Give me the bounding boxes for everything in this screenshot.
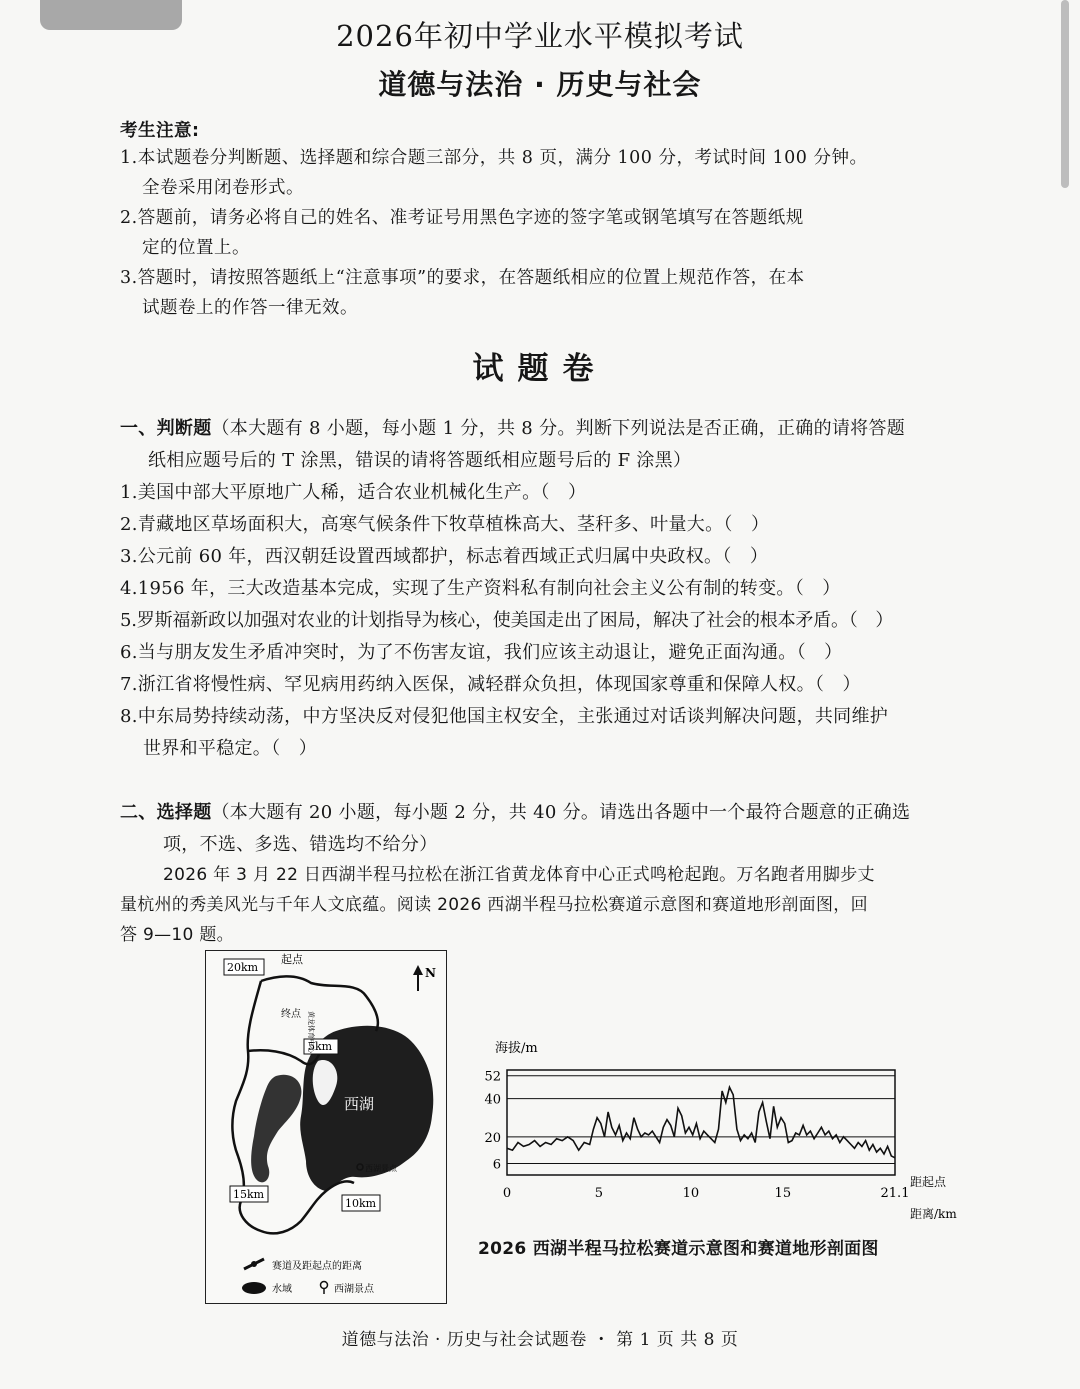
scenic-legend-icon — [321, 1282, 328, 1289]
chart-xtick-label: 15 — [774, 1186, 792, 1201]
passage-line: 答 9—10 题。 — [120, 925, 234, 945]
section-title: 试题卷 — [472, 351, 608, 387]
svg-text:15km: 15km — [233, 1188, 265, 1201]
legend-route-label: 赛道及距起点的距离 — [272, 1261, 362, 1272]
water-legend-icon — [242, 1282, 266, 1294]
part2-heading: 二、选择题（本大题有 20 小题，每小题 2 分，共 40 分。请选出各题中一个最符合题意的正确选 — [120, 802, 911, 823]
chart-ytick-label: 52 — [484, 1069, 501, 1085]
chart-xtick-label: 10 — [682, 1186, 700, 1201]
finish-label: 终点 — [281, 1009, 301, 1020]
judge-question-cont: 世界和平稳定。（ ） — [143, 738, 317, 759]
chart-plot-area — [484, 1070, 909, 1201]
judge-question: 5.罗斯福新政以加强对农业的计划指导为核心，使美国走出了困局，解决了社会的根本矛盾。（ ） — [120, 610, 894, 631]
passage-line: 量杭州的秀美风光与千年人文底蕴。阅读 2026 西湖半程马拉松赛道示意图和赛道地形剖面图，回 — [120, 895, 868, 915]
part2-desc-cont: 项，不选、多选、错选均不给分） — [163, 834, 438, 855]
km-marker-15 — [230, 1186, 268, 1202]
passage-line: 2026 年 3 月 22 日西湖半程马拉松在浙江省黄龙体育中心正式鸣枪起跑。万名跑者用脚步丈 — [163, 865, 875, 885]
km-marker-20 — [224, 959, 264, 975]
judge-question: 3.公元前 60 年，西汉朝廷设置西域都护，标志着西域正式归属中央政权。（ ） — [120, 546, 769, 567]
chart-xtick-label: 21.1 — [880, 1186, 910, 1201]
judge-question: 1.美国中部大平原地广人稀，适合农业机械化生产。（ ） — [120, 482, 587, 503]
chart-ytick-label: 6 — [492, 1157, 501, 1173]
notice-item-2: 2.答题前，请务必将自己的姓名、准考证号用黑色字迹的签字笔或钢笔填写在答题纸规 定的位置上。 — [120, 208, 804, 258]
chart-xtick-label: 0 — [502, 1186, 512, 1201]
venue-label: 黄龙体育中心 — [307, 1011, 315, 1053]
chart-frame — [507, 1070, 895, 1175]
legend-water-label: 水域 — [272, 1284, 292, 1295]
judge-question: 8.中东局势持续动荡，中方坚决反对侵犯他国主权安全，主张通过对话谈判解决问题，共同维护 — [120, 706, 889, 727]
svg-text:N: N — [425, 966, 436, 980]
chart-ytick-label: 40 — [484, 1092, 501, 1108]
elevation-series-line — [507, 1087, 895, 1158]
lake-label: 西湖 — [344, 1095, 375, 1113]
chart-ytick-label: 20 — [484, 1130, 501, 1146]
notice-item-1: 1.本试题卷分判断题、选择题和综合题三部分，共 8 页，满分 100 分，考试时间 100 分钟。 全卷采用闭卷形式。 — [120, 148, 868, 198]
north-arrow-icon — [413, 965, 436, 991]
judge-question: 2.青藏地区草场面积大，高寒气候条件下牧草植株高大、茎秆多、叶量大。（ ） — [120, 514, 770, 535]
chart-xlabel-line1: 距起点 — [910, 1175, 947, 1189]
judge-question: 6.当与朋友发生矛盾冲突时，为了不伤害友谊，我们应该主动退让，避免正面沟通。（ ） — [120, 642, 843, 663]
notice-heading: 考生注意: — [120, 121, 200, 141]
marathon-route-map — [205, 950, 447, 1304]
notice-item-3: 3.答题时，请按照答题纸上“注意事项”的要求，在答题纸相应的位置上规范作答，在本 试题卷上的作答一律无效。 — [120, 268, 805, 318]
chart-xtick-label: 5 — [594, 1186, 604, 1201]
figure-caption: 2026 西湖半程马拉松赛道示意图和赛道地形剖面图 — [478, 1239, 879, 1259]
start-label: 起点 — [281, 953, 303, 966]
lake-islands — [251, 1075, 301, 1183]
elevation-profile-chart — [470, 1030, 970, 1230]
map-legend — [242, 1259, 375, 1295]
judge-question: 7.浙江省将慢性病、罕见病用药纳入医保，减轻群众负担，体现国家尊重和保障人权。（ ） — [120, 674, 861, 695]
svg-text:5km: 5km — [308, 1040, 333, 1053]
page-footer: 道德与法治 · 历史与社会试题卷 ・ 第 1 页 共 8 页 — [341, 1330, 739, 1350]
svg-text:10km: 10km — [345, 1197, 377, 1210]
km-marker-10 — [342, 1195, 380, 1211]
exam-title: 2026年初中学业水平模拟考试 — [336, 19, 744, 53]
chart-xlabel-line2: 距离/km — [910, 1207, 957, 1221]
part1-heading: 一、判断题（本大题有 8 小题，每小题 1 分，共 8 分。判断下列说法是否正确，正确的请将答题 — [120, 418, 906, 439]
exam-subtitle: 道德与法治 · 历史与社会 — [378, 68, 702, 101]
judge-question: 4.1956 年，三大改造基本完成，实现了生产资料私有制向社会主义公有制的转变。（ ） — [120, 578, 841, 599]
route-map-svg — [206, 951, 446, 1303]
svg-text:20km: 20km — [227, 961, 259, 974]
legend-scenic-label: 西湖景点 — [334, 1284, 374, 1295]
scenic-spot-label: 西湖景点 — [365, 1164, 397, 1173]
part1-desc-cont: 纸相应题号后的 T 涂黑，错误的请将答题纸相应题号后的 F 涂黑） — [148, 450, 692, 471]
chart-ylabel: 海拔/m — [495, 1041, 538, 1056]
